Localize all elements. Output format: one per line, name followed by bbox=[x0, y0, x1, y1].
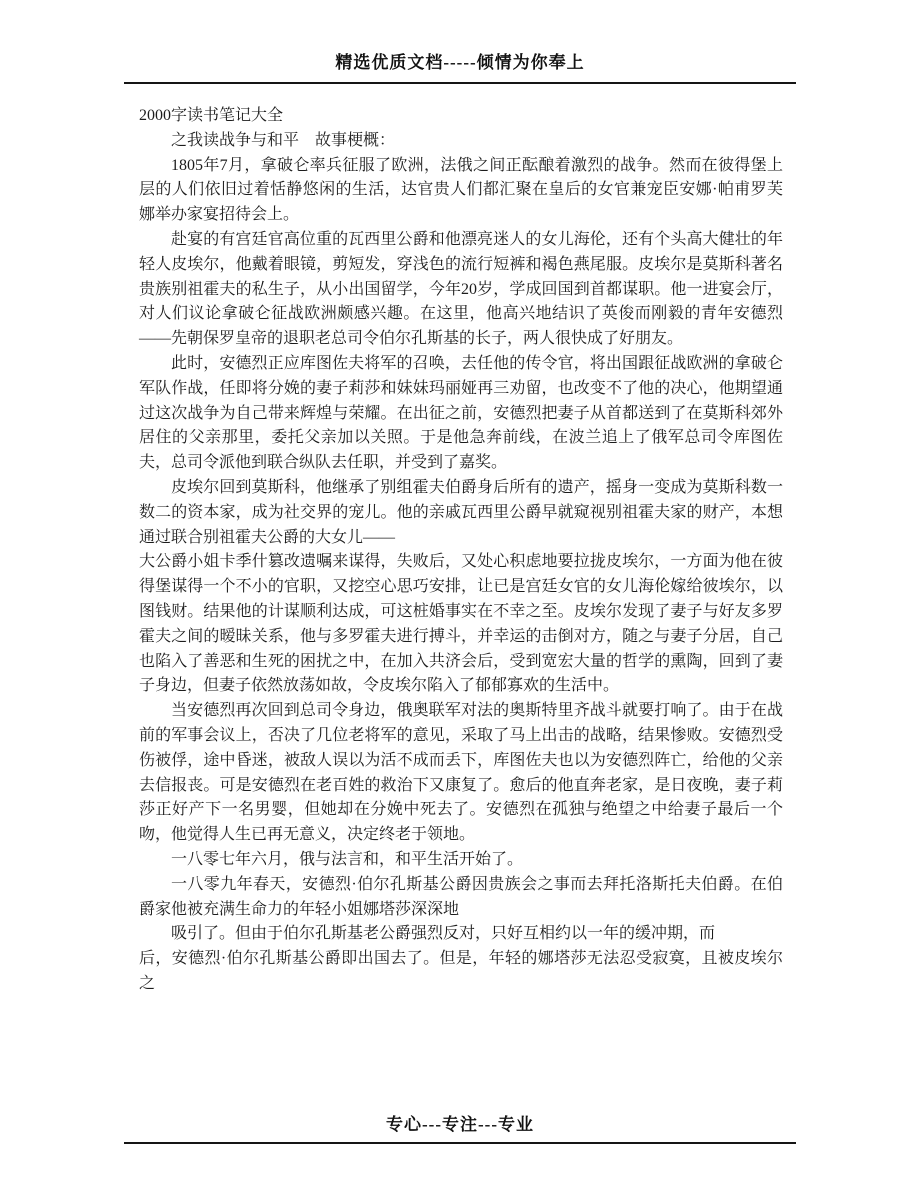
document-title: 2000字读书笔记大全 bbox=[139, 107, 284, 124]
document-content bbox=[139, 104, 783, 997]
page-header bbox=[124, 48, 796, 84]
footer-text: 专心---专注---专业 bbox=[386, 1115, 534, 1134]
paragraph: 一八零九年春天，安德烈·伯尔孔斯基公爵因贵族会之事而去拜托洛斯托夫伯爵。在伯爵家他被充满生命力的年轻小姐娜塔莎深深地 bbox=[139, 875, 783, 918]
paragraph: 赴宴的有宫廷官高位重的瓦西里公爵和他漂亮迷人的女儿海伦，还有个头高大健壮的年轻人皮埃尔，他戴着眼镜，剪短发，穿浅色的流行短裤和褐色燕尾服。皮埃尔是莫斯科著名贵族别祖霍夫的私生子，从小出国留学，今年20岁，学成回国到首都谋职。他一进宴会厅，对人们议论拿破仑征战欧洲颇感兴趣。在这里，他高兴地结识了英俊而刚毅的青年安德烈——先朝保罗皇帝的退职老总司令伯尔孔斯基的长子，两人很快成了好朋友。 bbox=[139, 230, 783, 348]
paragraph: 大公爵小姐卡季什篡改遗嘱来谋得，失败后，又处心积虑地要拉拢皮埃尔，一方面为他在彼得堡谋得一个不小的官职，又挖空心思巧安排，让已是宫廷女官的女儿海伦嫁给彼埃尔，以图钱财。结果他的计谋顺利达成，可这桩婚事实在不幸之至。皮埃尔发现了妻子与好友多罗霍夫之间的暧昧关系，他与多罗霍夫进行搏斗，并幸运的击倒对方，随之与妻子分居，自己也陷入了善恶和生死的困扰之中，在加入共济会后，受到宽宏大量的哲学的熏陶，回到了妻子身边，但妻子依然放荡如故，令皮埃尔陷入了郁郁寡欢的生活中。 bbox=[139, 553, 783, 695]
page-footer bbox=[124, 1110, 796, 1144]
paragraph: 1805年7月，拿破仑率兵征服了欧洲，法俄之间正酝酿着激烈的战争。然而在彼得堡上层的人们依旧过着恬静悠闲的生活，达官贵人们都汇聚在皇后的女官兼宠臣安娜·帕甫罗芙娜举办家宴招待会上。 bbox=[139, 156, 783, 224]
paragraph: 吸引了。但由于伯尔孔斯基老公爵强烈反对，只好互相约以一年的缓冲期，而 bbox=[171, 925, 716, 943]
paragraph: 之我读战争与和平 故事梗概： bbox=[171, 131, 396, 149]
paragraph: 后，安德烈·伯尔孔斯基公爵即出国去了。但是，年轻的娜塔莎无法忍受寂寞，且被皮埃尔之 bbox=[139, 950, 783, 992]
paragraph: 一八零七年六月，俄与法言和，和平生活开始了。 bbox=[171, 850, 524, 868]
paragraph: 当安德烈再次回到总司令身边，俄奥联军对法的奥斯特里齐战斗就要打响了。由于在战前的军事会议上，否决了几位老将军的意见，采取了马上出击的战略，结果惨败。安德烈受伤被俘，途中昏迷，被敌人误以为活不成而丢下，库图佐夫也以为安德烈阵亡，给他的父亲去信报丧。可是安德烈在老百姓的救治下又康复了。愈后的他直奔老家，是日夜晚，妻子莉莎正好产下一名男婴，但她却在分娩中死去了。安德烈在孤独与绝望之中给妻子最后一个吻，他觉得人生已再无意义，决定终老于领地。 bbox=[139, 702, 783, 844]
paragraph: 皮埃尔回到莫斯科，他继承了别组霍夫伯爵身后所有的遗产，摇身一变成为莫斯科数一数二的资本家，成为社交界的宠儿。他的亲戚瓦西里公爵早就窥视别祖霍夫家的财产，本想通过联合别祖霍夫公爵的大女儿—— bbox=[139, 478, 783, 546]
header-text: 精选优质文档-----倾情为你奉上 bbox=[335, 53, 585, 72]
paragraph: 此时，安德烈正应库图佐夫将军的召唤，去任他的传令官，将出国跟征战欧洲的拿破仑军队作战，任即将分娩的妻子莉莎和妹妹玛丽娅再三劝留，也改变不了他的决心，他期望通过这次战争为自己带来辉煌与荣耀。在出征之前，安德烈把妻子从首都送到了在莫斯科郊外居住的父亲那里，委托父亲加以关照。于是他急奔前线，在波兰追上了俄军总司令库图佐夫，总司令派他到联合纵队去任职，并受到了嘉奖。 bbox=[139, 354, 783, 472]
document-paragraphs bbox=[139, 129, 783, 997]
